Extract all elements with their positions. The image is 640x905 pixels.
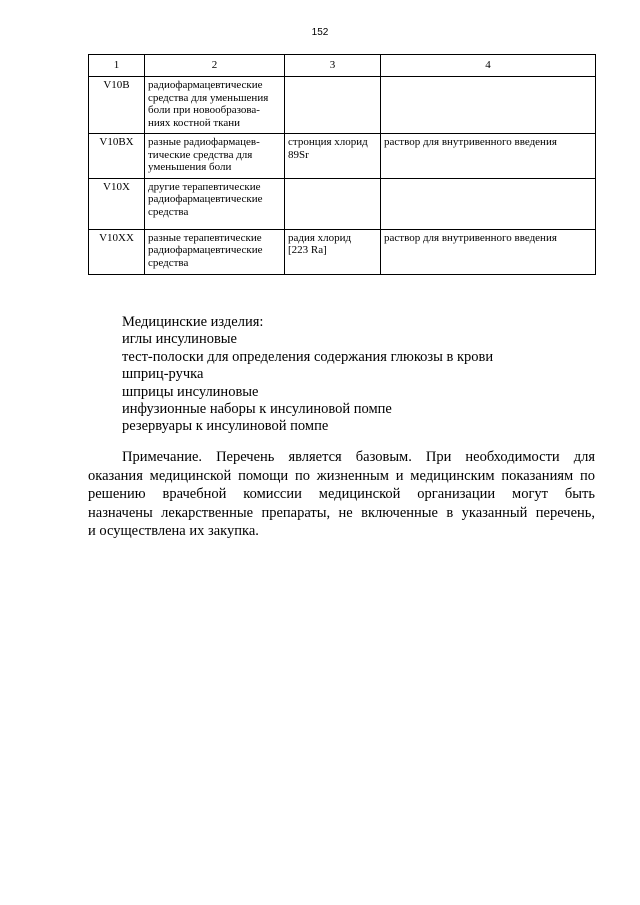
group-line: средства: [148, 205, 189, 218]
group-line: тические средства для: [148, 148, 253, 161]
dosage-form-line: раствор для внутривенного введения: [384, 136, 557, 148]
drug-line: 89Sr: [288, 148, 309, 161]
note-paragraph: [88, 448, 595, 541]
drug-cell: [285, 77, 381, 134]
table-row: [89, 134, 596, 179]
group-line: средства: [148, 256, 189, 269]
dosage-form-cell: [381, 77, 596, 134]
drug-line: [223 Ra]: [288, 244, 327, 256]
page-number: 152: [311, 27, 329, 38]
note-line: оказания медицинской помощи по жизненным и медицинским показаниям по: [88, 467, 595, 484]
atc-code-cell: V10BX: [89, 134, 145, 179]
drug-line: стронция хлорид: [288, 136, 368, 148]
list-item: шприцы инсулиновые: [122, 383, 259, 400]
table-row: [89, 77, 596, 134]
group-line: радиофармацевтические: [148, 244, 263, 256]
drug-cell: [285, 229, 381, 274]
list-item: тест-полоски для определения содержания глюкозы в крови: [122, 348, 494, 365]
group-line: разные терапевтические: [148, 231, 262, 244]
atc-code-cell: V10XX: [89, 229, 145, 274]
atc-code-cell: V10B: [89, 77, 145, 134]
medical-devices-list: [122, 314, 493, 436]
group-line: уменьшения боли: [148, 161, 232, 173]
group-line: ниях костной ткани: [148, 116, 240, 129]
drug-cell: [285, 178, 381, 229]
dosage-form-cell: [381, 178, 596, 229]
group-line: разные радиофармацев-: [148, 136, 260, 148]
note-line: решению врачебной комиссии медицинской организации могут быть: [88, 486, 595, 503]
dosage-form-cell: [381, 229, 596, 274]
list-item: инфузионные наборы к инсулиновой помпе: [122, 401, 392, 418]
list-item: иглы инсулиновые: [122, 331, 237, 348]
dosage-form-line: раствор для внутривенного введения: [384, 231, 557, 244]
table-row: [89, 229, 596, 274]
group-line: другие терапевтические: [148, 180, 261, 193]
list-item: шприц-ручка: [122, 366, 204, 383]
note-line: назначены лекарственные препараты, не включенные в указанный перечень,: [88, 504, 595, 521]
table-row: [89, 178, 596, 229]
note-line: Примечание. Перечень является базовым. При необходимости для: [122, 449, 595, 465]
group-cell: [145, 229, 285, 274]
group-line: боли при новообразова-: [148, 104, 260, 116]
drug-line: радия хлорид: [288, 231, 352, 244]
column-header-2: 2: [145, 55, 285, 77]
group-line: средства для уменьшения: [148, 91, 269, 104]
atc-code-cell: V10X: [89, 178, 145, 229]
column-header-3: 3: [285, 55, 381, 77]
group-cell: [145, 77, 285, 134]
group-line: радиофармацевтические: [148, 193, 263, 205]
dosage-form-cell: [381, 134, 596, 179]
note-line: и осуществлена их закупка.: [88, 523, 259, 540]
medical-devices-heading: Медицинские изделия:: [122, 314, 264, 330]
table-header-row: [89, 55, 596, 77]
drug-table: [88, 54, 596, 275]
column-header-4: 4: [381, 55, 596, 77]
list-item: резервуары к инсулиновой помпе: [122, 418, 329, 435]
group-cell: [145, 134, 285, 179]
group-cell: [145, 178, 285, 229]
group-line: радиофармацевтические: [148, 79, 263, 91]
drug-cell: [285, 134, 381, 179]
column-header-1: 1: [89, 55, 145, 77]
